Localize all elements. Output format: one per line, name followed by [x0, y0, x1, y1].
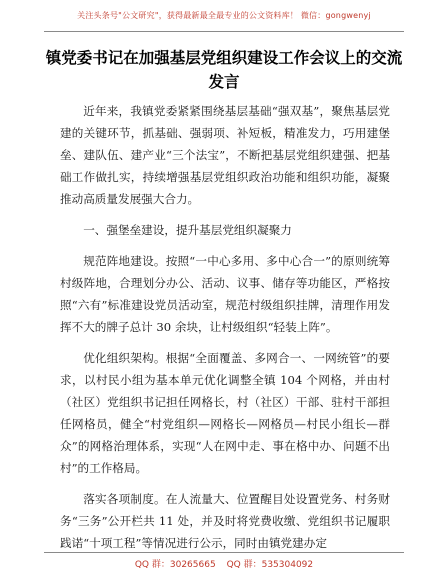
section-heading-1: 一、强堡垒建设，提升基层党组织凝聚力: [83, 223, 292, 237]
paragraph-intro: 近年来，我镇党委紧紧围绕基层基础“强双基”，聚焦基层党建的关键环节，抓基础、强弱项、补短板，精准发力，巧用建堡垒、建队伍、建产业“三个法宝”，不断把基层党组织建强、把基础工作做扎实，持续增强基层党组织政治功能和组织功能，凝聚推动高质量发展强大合力。: [60, 104, 390, 206]
header-divider: [44, 31, 404, 32]
footer-qq-group-1: QQ 群：30265665: [134, 560, 216, 570]
footer-divider: [44, 552, 404, 553]
footer: [0, 557, 448, 570]
document-body: [60, 100, 390, 554]
document-title: 镇党委书记在加强基层党组织建设工作会议上的交流发言: [45, 48, 403, 91]
footer-qq-group-2: QQ 群：535304092: [226, 560, 314, 570]
paragraph-position-building: 规范阵地建设。按照“一中心多用、多中心合一”的原则统筹村级阵地，合理划分办公、活动、议事、储存等功能区，严格按照“六有”标准建设党员活动室，规范村级组织挂牌，清理作用发挥不大的牌子总计 30 余块，让村级组织“轻装上阵”。: [60, 254, 390, 334]
paragraph-organization-structure: 优化组织架构。根据“全面覆盖、多网合一、一网统管”的要求，以村民小组为基本单元优化调整全镇 104 个网格，并由村（社区）党组织书记担任网格长，村（社区）干部、驻村干部担任网格员，健全“村党组织—网格长—网格员—村民小组长—群众”的网格治理体系，实现“人在网中走、事在格中办、问题不出村”的工作格局。: [60, 351, 390, 475]
paragraph-system-implementation: 落实各项制度。在人流量大、位置醒目处设置党务、村务财务“三务”公开栏共 11 处，并及时将党费收缴、党组织书记履职践诺“十项工程”等情况进行公示，同时由镇党建办定: [60, 492, 390, 550]
header-banner: 关注头条号"公文研究"，获得最新最全最专业的公文资料库！ 微信：gongwenyj: [77, 11, 371, 20]
